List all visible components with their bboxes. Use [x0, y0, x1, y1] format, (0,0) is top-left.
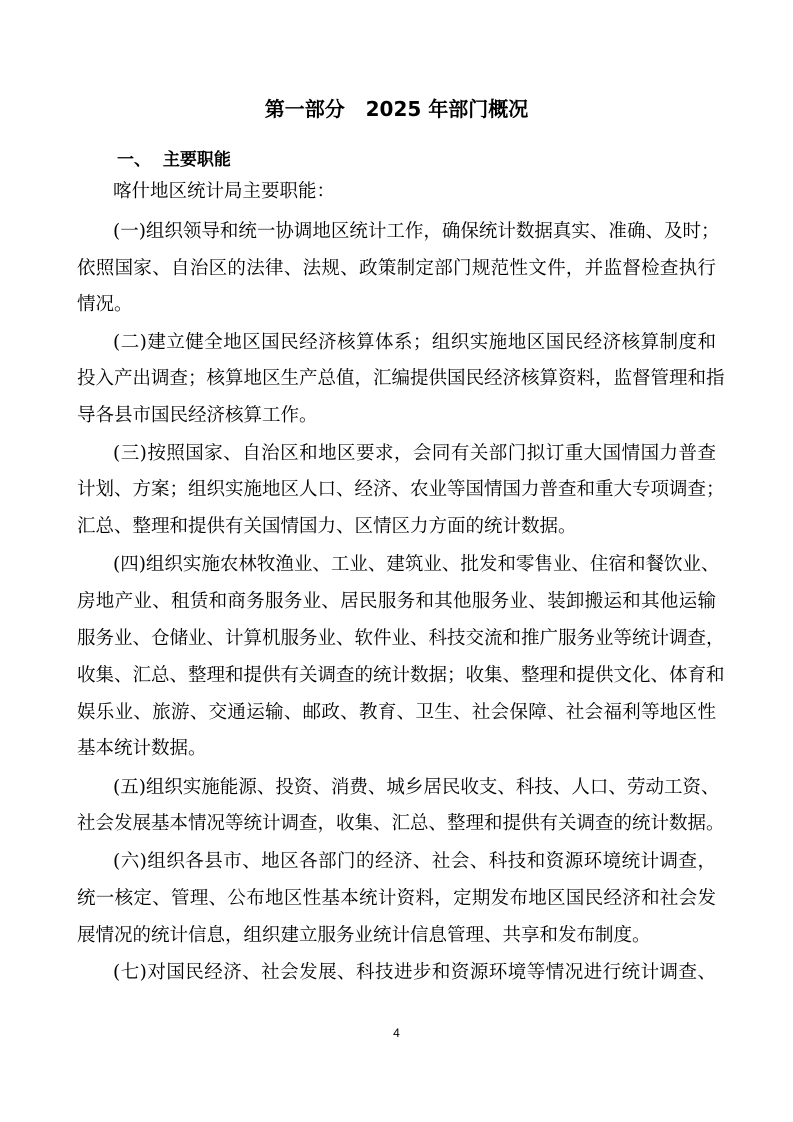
- text-line: (一)组织领导和统一协调地区统计工作，确保统计数据真实、准确、及时；: [113, 221, 720, 242]
- text-line: 服务业、仓储业、计算机服务业、软件业、科技交流和推广服务业等统计调查，: [77, 628, 725, 649]
- text-line: (六)组织各县市、地区各部门的经济、社会、科技和资源环境统计调查，: [113, 851, 716, 872]
- text-line: (四)组织实施农林牧渔业、工业、建筑业、批发和零售业、住宿和餐饮业、: [113, 554, 720, 575]
- section-heading: 一、 主要职能: [117, 150, 231, 170]
- text-line: (五)组织实施能源、投资、消费、城乡居民收支、科技、人口、劳动工资、: [113, 777, 720, 798]
- text-line: 展情况的统计信息，组织建立服务业统计信息管理、共享和发布制度。: [77, 925, 651, 946]
- text-line: 统一核定、管理、公布地区性基本统计资料，定期发布地区国民经济和社会发: [77, 888, 716, 909]
- text-line: 娱乐业、旅游、交通运输、邮政、教育、卫生、社会保障、社会福利等地区性: [77, 702, 716, 723]
- text-line: (二)建立健全地区国民经济核算体系；组织实施地区国民经济核算制度和: [113, 332, 716, 353]
- text-line: 情况。: [77, 294, 133, 315]
- page-number: 4: [393, 1026, 400, 1040]
- text-line: 基本统计数据。: [77, 738, 207, 759]
- text-line: 社会发展基本情况等统计调查，收集、汇总、整理和提供有关调查的统计数据。: [77, 813, 725, 834]
- text-line: 汇总、整理和提供有关国情国力、区情区力方面的统计数据。: [77, 516, 577, 537]
- page-title: 第一部分 2025 年部门概况: [264, 97, 529, 121]
- text-line: 计划、方案；组织实施地区人口、经济、农业等国情国力普查和重大专项调查；: [77, 479, 725, 500]
- text-line: 房地产业、租赁和商务服务业、居民服务和其他服务业、装卸搬运和其他运输: [77, 591, 716, 612]
- text-line: (七)对国民经济、社会发展、科技进步和资源环境等情况进行统计调查、: [113, 962, 716, 983]
- text-line: 导各县市国民经济核算工作。: [77, 405, 318, 426]
- text-line: 依照国家、自治区的法律、法规、政策制定部门规范性文件，并监督检查执行: [77, 258, 716, 279]
- text-line: (三)按照国家、自治区和地区要求，会同有关部门拟订重大国情国力普查: [113, 443, 716, 464]
- text-line: 喀什地区统计局主要职能：: [113, 181, 336, 202]
- text-line: 收集、汇总、整理和提供有关调查的统计数据；收集、整理和提供文化、体育和: [77, 665, 725, 686]
- text-line: 投入产出调查；核算地区生产总值，汇编提供国民经济核算资料，监督管理和指: [77, 368, 725, 389]
